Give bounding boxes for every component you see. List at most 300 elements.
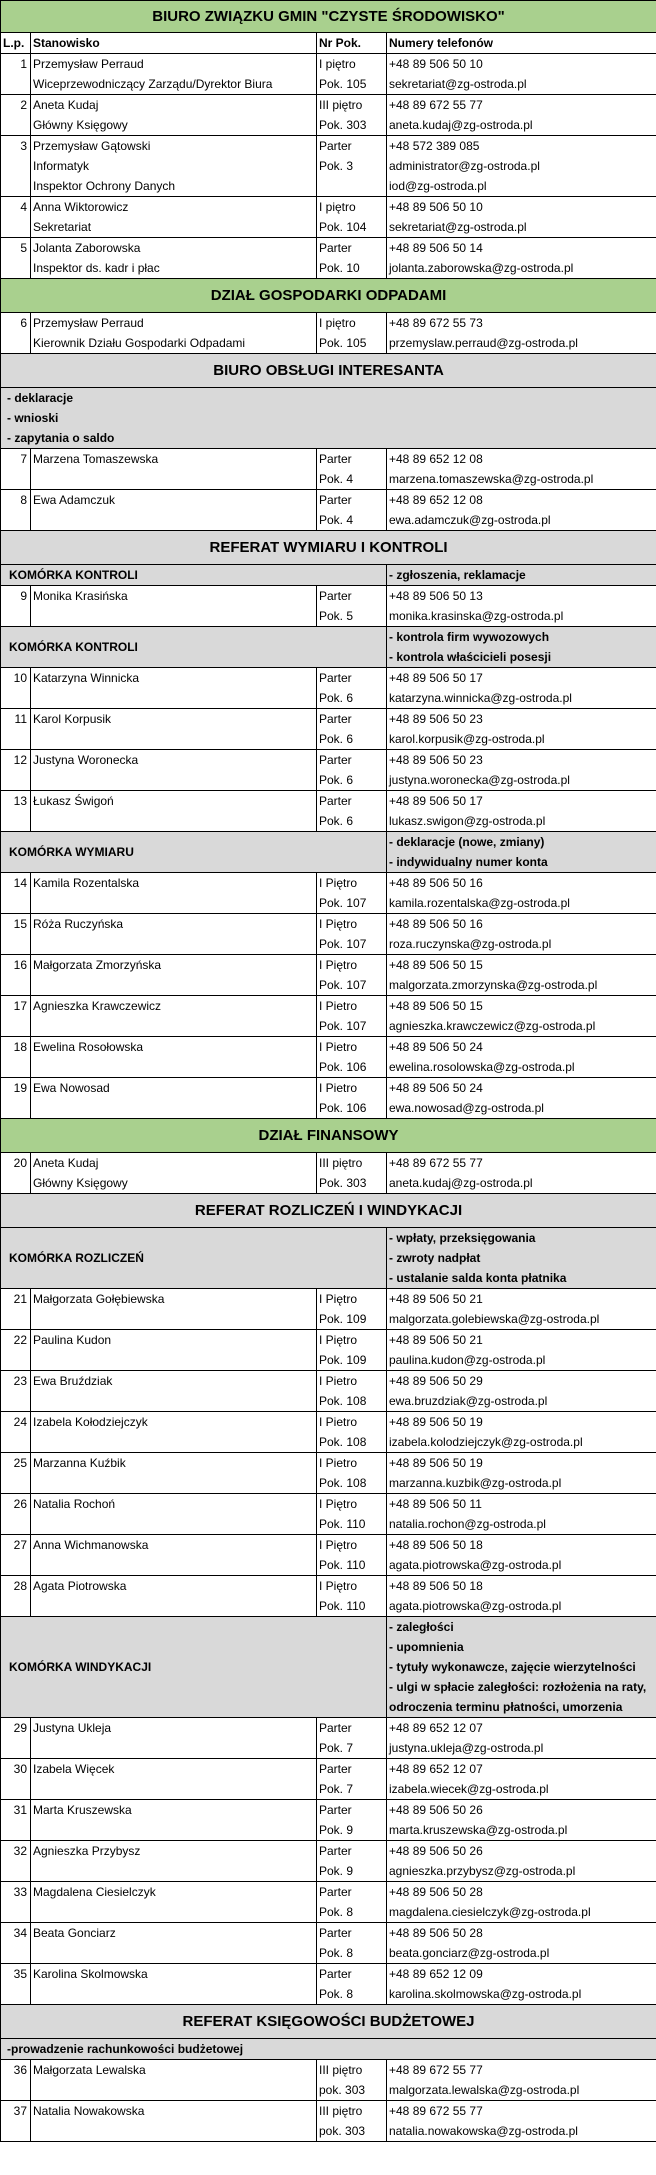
room-number	[317, 1037, 387, 1078]
staff-row	[1, 313, 656, 354]
contact-info	[387, 1412, 656, 1453]
row-number: 3	[1, 136, 31, 197]
cell-line: +48 89 506 50 21	[389, 1292, 483, 1306]
staff-position	[31, 1371, 317, 1412]
staff-position	[31, 1153, 317, 1194]
staff-row	[1, 1453, 656, 1494]
cell-line: Anna Wichmanowska	[33, 1538, 149, 1552]
cell-line: Główny Księgowy	[33, 118, 128, 132]
notes-cell	[1, 2039, 656, 2060]
staff-row	[1, 1535, 656, 1576]
cell-line: I Pietro	[319, 1456, 358, 1470]
cell-line: Monika Krasińska	[33, 589, 128, 603]
cell-line: Ewelina Rosołowska	[33, 1040, 144, 1054]
room-number	[317, 54, 387, 95]
cell-line: administrator@zg-ostroda.pl	[389, 159, 540, 173]
cell-line: Pok. 6	[319, 773, 354, 787]
unit-name: KOMÓRKA ROZLICZEŃ	[1, 1228, 387, 1289]
row-number: 11	[1, 709, 31, 750]
cell-line: I Piętro	[319, 876, 358, 890]
staff-row	[1, 709, 656, 750]
section-header-row	[1, 2005, 656, 2039]
section-title: BIURO OBSŁUGI INTERESANTA	[1, 354, 656, 388]
cell-line: Ewa Nowosad	[33, 1081, 110, 1095]
contact-info	[387, 1078, 656, 1119]
staff-row	[1, 1759, 656, 1800]
cell-line: ewelina.rosolowska@zg-ostroda.pl	[389, 1060, 575, 1074]
cell-line: ewa.bruzdziak@zg-ostroda.pl	[389, 1394, 548, 1408]
cell-line: sekretariat@zg-ostroda.pl	[389, 77, 527, 91]
cell-line: Parter	[319, 139, 352, 153]
cell-line: Marzanna Kuźbik	[33, 1456, 126, 1470]
unit-row	[1, 565, 656, 586]
cell-line: Pok. 107	[319, 896, 367, 910]
staff-position	[31, 490, 317, 531]
staff-position	[31, 1535, 317, 1576]
staff-position	[31, 914, 317, 955]
contact-info	[387, 791, 656, 832]
staff-row	[1, 490, 656, 531]
staff-position	[31, 1882, 317, 1923]
section-title: DZIAŁ GOSPODARKI ODPADAMI	[1, 279, 656, 313]
cell-line: Parter	[319, 1885, 352, 1899]
cell-line: Parter	[319, 671, 352, 685]
staff-row	[1, 791, 656, 832]
staff-position	[31, 136, 317, 197]
cell-line: magdalena.ciesielczyk@zg-ostroda.pl	[389, 1905, 591, 1919]
section-header-row	[1, 354, 656, 388]
staff-position	[31, 1923, 317, 1964]
cell-line: I Pietro	[319, 1081, 358, 1095]
cell-line: Pok. 107	[319, 937, 367, 951]
contact-info	[387, 996, 656, 1037]
room-number	[317, 873, 387, 914]
cell-line: - kontrola firm wywozowych	[389, 630, 550, 644]
room-number	[317, 1882, 387, 1923]
room-number	[317, 1412, 387, 1453]
cell-line: Przemysław Perraud	[33, 316, 144, 330]
room-number	[317, 668, 387, 709]
contact-info	[387, 490, 656, 531]
cell-line: III piętro	[319, 2063, 363, 2077]
row-number: 2	[1, 95, 31, 136]
cell-line: Pok. 7	[319, 1741, 354, 1755]
staff-row	[1, 2101, 656, 2142]
cell-line: Aneta Kudaj	[33, 98, 99, 112]
row-number: 20	[1, 1153, 31, 1194]
cell-line: Karolina Skolmowska	[33, 1967, 148, 1981]
staff-row	[1, 873, 656, 914]
cell-line: Izabela Więcek	[33, 1762, 115, 1776]
contact-info	[387, 750, 656, 791]
cell-line: Pok. 109	[319, 1353, 367, 1367]
row-number: 19	[1, 1078, 31, 1119]
staff-row	[1, 1923, 656, 1964]
staff-row	[1, 1330, 656, 1371]
staff-row	[1, 449, 656, 490]
row-number: 27	[1, 1535, 31, 1576]
cell-line: agata.piotrowska@zg-ostroda.pl	[389, 1558, 562, 1572]
cell-line: - upomnienia	[389, 1640, 464, 1654]
row-number: 9	[1, 586, 31, 627]
cell-line: Pok. 108	[319, 1435, 367, 1449]
contact-info	[387, 95, 656, 136]
room-number	[317, 1289, 387, 1330]
unit-row	[1, 1228, 656, 1289]
cell-line: malgorzata.golebiewska@zg-ostroda.pl	[389, 1312, 600, 1326]
cell-line: karolina.skolmowska@zg-ostroda.pl	[389, 1987, 582, 2001]
cell-line: Jolanta Zaborowska	[33, 241, 141, 255]
staff-row	[1, 914, 656, 955]
cell-line: Pok. 6	[319, 732, 354, 746]
contact-info	[387, 1453, 656, 1494]
cell-line: I Pietro	[319, 1374, 358, 1388]
unit-name: KOMÓRKA KONTROLI	[1, 627, 387, 668]
cell-line: +48 89 506 50 29	[389, 1374, 483, 1388]
cell-line: +48 89 506 50 18	[389, 1579, 483, 1593]
cell-line: Parter	[319, 452, 352, 466]
row-number: 4	[1, 197, 31, 238]
row-number: 33	[1, 1882, 31, 1923]
staff-row	[1, 750, 656, 791]
cell-line: odroczenia terminu płatności, umorzenia	[389, 1700, 623, 1714]
cell-line: +48 89 506 50 26	[389, 1803, 483, 1817]
cell-line: I Piętro	[319, 917, 358, 931]
cell-line: +48 89 506 50 26	[389, 1844, 483, 1858]
row-number: 5	[1, 238, 31, 279]
row-number: 10	[1, 668, 31, 709]
cell-line: Przemysław Gątowski	[33, 139, 151, 153]
section-header-row	[1, 1194, 656, 1228]
staff-position	[31, 54, 317, 95]
cell-line: Katarzyna Winnicka	[33, 671, 140, 685]
cell-line: Izabela Kołodziejczyk	[33, 1415, 148, 1429]
notes-cell	[1, 388, 656, 449]
cell-line: Ewa Bruździak	[33, 1374, 113, 1388]
cell-line: Pok. 107	[319, 1019, 367, 1033]
cell-line: Pok. 110	[319, 1599, 366, 1613]
cell-line: - zapytania o saldo	[7, 431, 115, 445]
cell-line: Parter	[319, 712, 352, 726]
contact-info	[387, 238, 656, 279]
cell-line: - indywidualny numer konta	[389, 855, 548, 869]
header-stanowisko: Stanowisko	[31, 33, 317, 54]
cell-line: justyna.woronecka@zg-ostroda.pl	[389, 773, 570, 787]
cell-line: +48 89 652 12 08	[389, 452, 483, 466]
cell-line: III piętro	[319, 2104, 363, 2118]
staff-row	[1, 238, 656, 279]
unit-duties	[387, 1617, 656, 1718]
cell-line: - zwroty nadpłat	[389, 1251, 481, 1265]
cell-line: Aneta Kudaj	[33, 1156, 99, 1170]
staff-row	[1, 1718, 656, 1759]
cell-line: Pok. 108	[319, 1394, 367, 1408]
cell-line: iod@zg-ostroda.pl	[389, 179, 487, 193]
cell-line: I piętro	[319, 200, 356, 214]
contact-info	[387, 449, 656, 490]
header-nr-pok: Nr Pok.	[317, 33, 387, 54]
contact-info	[387, 1882, 656, 1923]
cell-line: Pok. 4	[319, 472, 354, 486]
staff-row	[1, 1412, 656, 1453]
staff-position	[31, 996, 317, 1037]
cell-line: +48 89 506 50 21	[389, 1333, 483, 1347]
room-number	[317, 1153, 387, 1194]
room-number	[317, 709, 387, 750]
contact-info	[387, 668, 656, 709]
contact-info	[387, 873, 656, 914]
cell-line: +48 89 506 50 24	[389, 1081, 483, 1095]
row-number: 28	[1, 1576, 31, 1617]
cell-line: I Pietro	[319, 1415, 358, 1429]
cell-line: +48 89 672 55 77	[389, 2104, 483, 2118]
cell-line: Karol Korpusik	[33, 712, 112, 726]
cell-line: Parter	[319, 753, 352, 767]
cell-line: agata.piotrowska@zg-ostroda.pl	[389, 1599, 562, 1613]
cell-line: katarzyna.winnicka@zg-ostroda.pl	[389, 691, 572, 705]
cell-line: Przemysław Perraud	[33, 57, 144, 71]
cell-line: Pok. 7	[319, 1782, 354, 1796]
unit-duties	[387, 1228, 656, 1289]
row-number: 32	[1, 1841, 31, 1882]
row-number: 36	[1, 2060, 31, 2101]
unit-name: KOMÓRKA WYMIARU	[1, 832, 387, 873]
row-number: 37	[1, 2101, 31, 2142]
cell-line: Pok. 8	[319, 1905, 354, 1919]
contact-info	[387, 1494, 656, 1535]
room-number	[317, 791, 387, 832]
row-number: 6	[1, 313, 31, 354]
cell-line: pok. 303	[319, 2083, 366, 2097]
section-title: REFERAT WYMIARU I KONTROLI	[1, 531, 656, 565]
room-number	[317, 490, 387, 531]
cell-line: +48 89 506 50 19	[389, 1415, 483, 1429]
cell-line: Pok. 106	[319, 1060, 367, 1074]
cell-line: jolanta.zaborowska@zg-ostroda.pl	[389, 261, 574, 275]
room-number	[317, 2060, 387, 2101]
staff-position	[31, 2060, 317, 2101]
cell-line: Parter	[319, 1844, 352, 1858]
contact-info	[387, 1800, 656, 1841]
cell-line: Parter	[319, 1926, 352, 1940]
title-row	[1, 1, 656, 33]
cell-line: -prowadzenie rachunkowości budżetowej	[7, 2042, 244, 2056]
row-number: 8	[1, 490, 31, 531]
room-number	[317, 197, 387, 238]
room-number	[317, 2101, 387, 2142]
row-number: 26	[1, 1494, 31, 1535]
room-number	[317, 95, 387, 136]
contact-info	[387, 1371, 656, 1412]
room-number	[317, 1718, 387, 1759]
cell-line: I Piętro	[319, 1538, 358, 1552]
unit-row	[1, 832, 656, 873]
staff-position	[31, 1330, 317, 1371]
staff-row	[1, 668, 656, 709]
cell-line: I Piętro	[319, 1497, 358, 1511]
cell-line: - deklaracje (nowe, zmiany)	[389, 835, 545, 849]
staff-position	[31, 955, 317, 996]
cell-line: - kontrola właścicieli posesji	[389, 650, 552, 664]
page-title: BIURO ZWIĄZKU GMIN "CZYSTE ŚRODOWISKO"	[1, 1, 656, 33]
cell-line: Marzena Tomaszewska	[33, 452, 159, 466]
staff-position	[31, 1576, 317, 1617]
staff-row	[1, 197, 656, 238]
room-number	[317, 914, 387, 955]
contact-info	[387, 709, 656, 750]
contact-info	[387, 2101, 656, 2142]
row-number: 17	[1, 996, 31, 1037]
unit-duties	[387, 565, 656, 586]
cell-line: +48 89 506 50 11	[389, 1497, 482, 1511]
staff-row	[1, 1841, 656, 1882]
cell-line: +48 89 672 55 77	[389, 1156, 483, 1170]
contact-info	[387, 197, 656, 238]
cell-line: Agata Piotrowska	[33, 1579, 127, 1593]
staff-row	[1, 1078, 656, 1119]
cell-line: +48 89 506 50 19	[389, 1456, 483, 1470]
cell-line: Inspektor Ochrony Danych	[33, 179, 176, 193]
cell-line: Pok. 4	[319, 513, 354, 527]
directory-body	[1, 1, 656, 2142]
cell-line: III piętro	[319, 1156, 363, 1170]
staff-position	[31, 873, 317, 914]
cell-line: Pok. 110	[319, 1558, 366, 1572]
cell-line: I Piętro	[319, 1333, 358, 1347]
staff-row	[1, 955, 656, 996]
room-number	[317, 750, 387, 791]
cell-line: Wiceprzewodniczący Zarządu/Dyrektor Biura	[33, 77, 273, 91]
cell-line: Agnieszka Przybysz	[33, 1844, 141, 1858]
cell-line: Pok. 104	[319, 220, 367, 234]
cell-line: Parter	[319, 241, 352, 255]
cell-line: Róża Ruczyńska	[33, 917, 124, 931]
room-number	[317, 136, 387, 197]
row-number: 25	[1, 1453, 31, 1494]
cell-line: ewa.nowosad@zg-ostroda.pl	[389, 1101, 544, 1115]
staff-row	[1, 996, 656, 1037]
cell-line: Pok. 108	[319, 1476, 367, 1490]
cell-line: +48 89 506 50 17	[389, 671, 483, 685]
cell-line: Pok. 9	[319, 1823, 354, 1837]
cell-line: +48 89 652 12 09	[389, 1967, 483, 1981]
contact-info	[387, 914, 656, 955]
row-number: 18	[1, 1037, 31, 1078]
cell-line: Pok. 106	[319, 1101, 367, 1115]
room-number	[317, 955, 387, 996]
row-number: 29	[1, 1718, 31, 1759]
staff-position	[31, 791, 317, 832]
staff-position	[31, 1800, 317, 1841]
cell-line: +48 89 652 12 08	[389, 493, 483, 507]
staff-position	[31, 1494, 317, 1535]
cell-line: Pok. 8	[319, 1987, 354, 2001]
cell-line: agnieszka.krawczewicz@zg-ostroda.pl	[389, 1019, 596, 1033]
cell-line: +48 89 506 50 16	[389, 917, 483, 931]
cell-line: Parter	[319, 794, 352, 808]
staff-position	[31, 1759, 317, 1800]
cell-line: izabela.kolodziejczyk@zg-ostroda.pl	[389, 1435, 583, 1449]
cell-line: Pok. 303	[319, 1176, 367, 1190]
staff-position	[31, 2101, 317, 2142]
contact-info	[387, 955, 656, 996]
staff-position	[31, 95, 317, 136]
cell-line: przemyslaw.perraud@zg-ostroda.pl	[389, 336, 578, 350]
cell-line: Kierownik Działu Gospodarki Odpadami	[33, 336, 246, 350]
unit-duties	[387, 627, 656, 668]
room-number	[317, 1078, 387, 1119]
staff-position	[31, 709, 317, 750]
row-number: 31	[1, 1800, 31, 1841]
cell-line: +48 89 506 50 23	[389, 753, 483, 767]
cell-line: Marta Kruszewska	[33, 1803, 132, 1817]
cell-line: - deklaracje	[7, 391, 74, 405]
row-number: 13	[1, 791, 31, 832]
cell-line: I piętro	[319, 57, 356, 71]
staff-position	[31, 1964, 317, 2005]
cell-line: pok. 303	[319, 2124, 366, 2138]
unit-name: KOMÓRKA KONTROLI	[1, 565, 387, 586]
cell-line: kamila.rozentalska@zg-ostroda.pl	[389, 896, 570, 910]
staff-row	[1, 1576, 656, 1617]
cell-line: +48 89 652 12 07	[389, 1721, 483, 1735]
staff-position	[31, 668, 317, 709]
room-number	[317, 1964, 387, 2005]
contact-info	[387, 136, 656, 197]
cell-line: sekretariat@zg-ostroda.pl	[389, 220, 527, 234]
row-number: 22	[1, 1330, 31, 1371]
cell-line: Pok. 109	[319, 1312, 367, 1326]
staff-row	[1, 1800, 656, 1841]
header-row	[1, 33, 656, 54]
staff-position	[31, 238, 317, 279]
cell-line: Pok. 6	[319, 814, 354, 828]
cell-line: beata.gonciarz@zg-ostroda.pl	[389, 1946, 550, 1960]
cell-line: Anna Wiktorowicz	[33, 200, 129, 214]
room-number	[317, 586, 387, 627]
room-number	[317, 1371, 387, 1412]
contact-info	[387, 1289, 656, 1330]
unit-row	[1, 627, 656, 668]
cell-line: Małgorzata Lewalska	[33, 2063, 146, 2077]
cell-line: +48 89 506 50 13	[389, 589, 483, 603]
room-number	[317, 238, 387, 279]
cell-line: malgorzata.lewalska@zg-ostroda.pl	[389, 2083, 580, 2097]
cell-line: aneta.kudaj@zg-ostroda.pl	[389, 1176, 533, 1190]
cell-line: malgorzata.zmorzynska@zg-ostroda.pl	[389, 978, 598, 992]
staff-row	[1, 1037, 656, 1078]
cell-line: III piętro	[319, 98, 363, 112]
contact-info	[387, 1330, 656, 1371]
cell-line: agnieszka.przybysz@zg-ostroda.pl	[389, 1864, 576, 1878]
cell-line: Pok. 6	[319, 691, 354, 705]
cell-line: Pok. 303	[319, 118, 367, 132]
cell-line: Sekretariat	[33, 220, 92, 234]
cell-line: +48 89 672 55 77	[389, 2063, 483, 2077]
staff-row	[1, 1371, 656, 1412]
cell-line: +48 89 652 12 07	[389, 1762, 483, 1776]
row-number: 30	[1, 1759, 31, 1800]
cell-line: Agnieszka Krawczewicz	[33, 999, 162, 1013]
staff-position	[31, 750, 317, 791]
cell-line: marzena.tomaszewska@zg-ostroda.pl	[389, 472, 594, 486]
contact-info	[387, 1964, 656, 2005]
cell-line: +48 89 506 50 16	[389, 876, 483, 890]
cell-line: Parter	[319, 493, 352, 507]
cell-line: roza.ruczynska@zg-ostroda.pl	[389, 937, 552, 951]
staff-position	[31, 1718, 317, 1759]
cell-line: Ewa Adamczuk	[33, 493, 116, 507]
